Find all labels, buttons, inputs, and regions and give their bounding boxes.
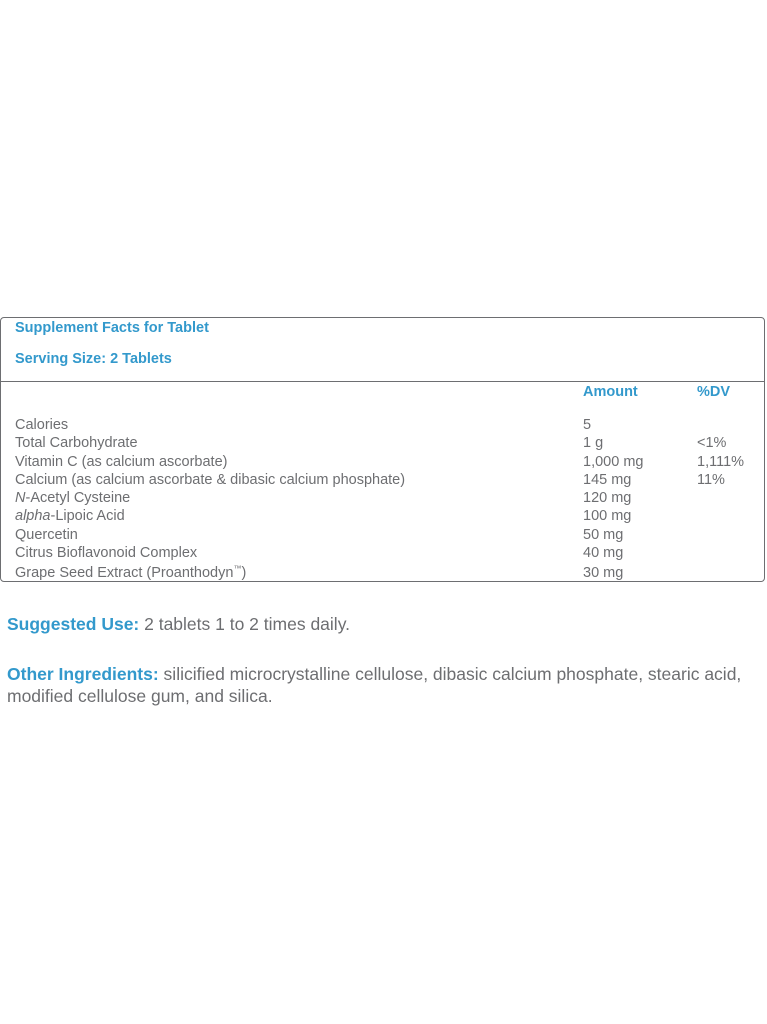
nutrient-amount: 120 mg bbox=[583, 490, 632, 507]
nutrient-row bbox=[1, 471, 764, 489]
nutrient-row bbox=[1, 544, 764, 562]
facts-title: Supplement Facts for Tablet bbox=[15, 320, 209, 336]
nutrient-name-italic: N bbox=[15, 490, 26, 507]
trademark-symbol: ™ bbox=[233, 564, 242, 574]
nutrient-row bbox=[1, 507, 764, 525]
nutrient-amount: 100 mg bbox=[583, 508, 632, 525]
other-ingredients-label: Other Ingredients: bbox=[7, 664, 159, 684]
nutrient-name: Calcium (as calcium ascorbate & dibasic calcium phosphate) bbox=[15, 471, 406, 488]
nutrient-row bbox=[1, 434, 764, 452]
serving-size: Serving Size: 2 Tablets bbox=[15, 351, 172, 367]
nutrient-dv: 11% bbox=[697, 471, 725, 488]
amount-header: Amount bbox=[583, 384, 638, 400]
other-ingredients-text: silicified microcrystalline cellulose, dibasic calcium phosphate, stearic acid, modified cellulose gum, and silica. bbox=[7, 664, 742, 706]
nutrient-rows bbox=[1, 416, 764, 583]
nutrient-name bbox=[15, 564, 246, 582]
other-ingredients bbox=[7, 663, 763, 707]
nutrient-amount: 40 mg bbox=[583, 545, 624, 562]
nutrient-row bbox=[1, 489, 764, 507]
nutrient-amount: 5 bbox=[583, 417, 592, 433]
nutrient-amount: 1,000 mg bbox=[583, 453, 644, 470]
nutrient-name: Vitamin C (as calcium ascorbate) bbox=[15, 453, 228, 470]
nutrient-row bbox=[1, 416, 764, 434]
suggested-use-text: 2 tablets 1 to 2 times daily. bbox=[139, 614, 351, 634]
facts-header bbox=[1, 318, 764, 382]
dv-header: %DV bbox=[697, 384, 731, 400]
nutrient-name-rest: -Lipoic Acid bbox=[50, 508, 125, 525]
nutrient-name: Total Carbohydrate bbox=[15, 435, 138, 452]
nutrient-amount: 50 mg bbox=[583, 526, 624, 543]
nutrient-name: Calories bbox=[15, 417, 69, 433]
nutrient-row bbox=[1, 564, 764, 582]
nutrient-name-rest: -Acetyl Cysteine bbox=[25, 490, 131, 507]
nutrient-name bbox=[15, 489, 130, 507]
nutrient-name-italic: alpha bbox=[15, 508, 51, 525]
nutrient-name-close: ) bbox=[241, 565, 247, 582]
nutrient-row bbox=[1, 526, 764, 544]
nutrient-dv: 1,111% bbox=[697, 453, 745, 470]
nutrient-row bbox=[1, 453, 764, 471]
supplement-facts-panel bbox=[0, 317, 765, 582]
nutrient-name: Citrus Bioflavonoid Complex bbox=[15, 545, 198, 562]
nutrient-amount: 1 g bbox=[583, 435, 604, 452]
column-headers bbox=[1, 384, 764, 404]
suggested-use bbox=[7, 613, 763, 635]
nutrient-name-main: Grape Seed Extract (Proanthodyn bbox=[15, 565, 234, 582]
suggested-use-label: Suggested Use: bbox=[7, 614, 140, 634]
nutrient-name: Quercetin bbox=[15, 526, 78, 543]
nutrient-amount: 30 mg bbox=[583, 565, 624, 582]
nutrient-amount: 145 mg bbox=[583, 471, 632, 488]
nutrient-name bbox=[15, 507, 125, 525]
nutrient-dv: <1% bbox=[697, 435, 727, 452]
